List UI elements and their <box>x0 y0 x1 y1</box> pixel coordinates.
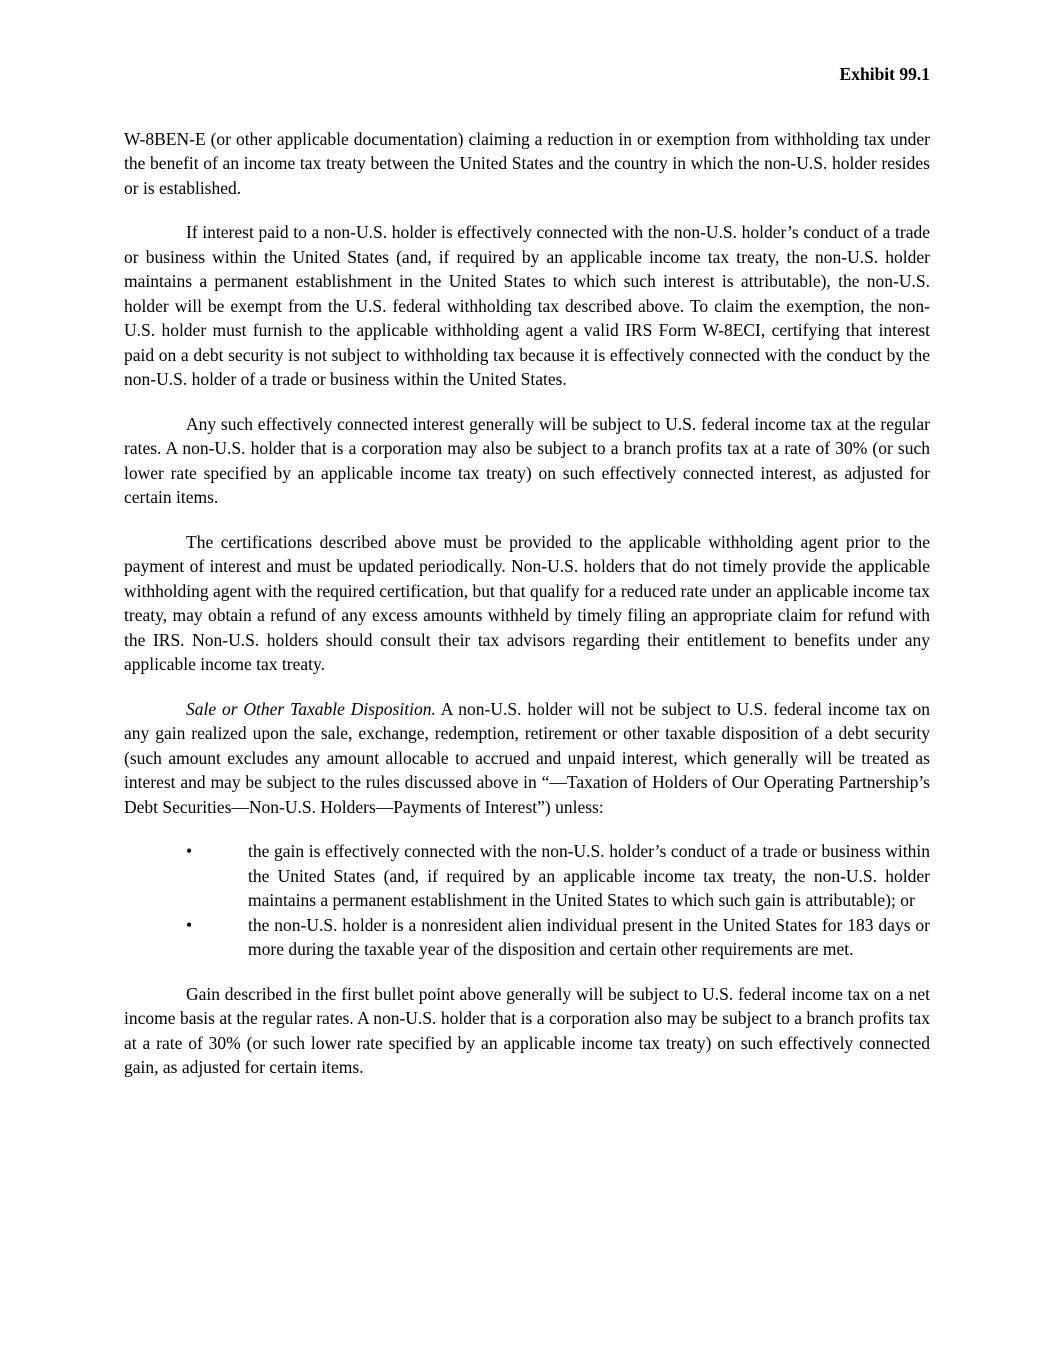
paragraph-sale-or-other-taxable-disposition <box>124 697 930 820</box>
paragraph-branch-profits-tax: Any such effectively connected interest generally will be subject to U.S. federal income tax at the regular rates. A non-U.S. holder that is a corporation may also be subject to a branch profits tax at a rate of 30% (or such lower rate specified by an applicable income tax treaty) on such effectively connected interest, as adjusted for certain items. <box>124 413 930 507</box>
bullet-list <box>124 839 930 962</box>
paragraph-gain-described: Gain described in the first bullet point above generally will be subject to U.S. federal income tax on a net income basis at the regular rates. A non-U.S. holder that is a corporation also may be subject to a branch profits tax at a rate of 30% (or such lower rate specified by an applicable income tax treaty) on such effectively connected gain, as adjusted for certain items. <box>124 983 930 1077</box>
paragraph-lead-italic: Sale or Other Taxable Disposition. <box>186 698 436 719</box>
paragraph-effectively-connected-interest: If interest paid to a non-U.S. holder is effectively connected with the non-U.S. holder’s conduct of a trade or business within the United States (and, if required by an applicable income tax treaty, the non-U.S. holder maintains a permanent establishment in the United States to which such interest is attributable), the non-U.S. holder will be exempt from the U.S. federal withholding tax described above. To claim the exemption, the non-U.S. holder must furnish to the applicable withholding agent a valid IRS Form W-8ECI, certifying that interest paid on a debt security is not subject to withholding tax because it is effectively connected with the conduct by the non-U.S. holder of a trade or business within the United States. <box>124 222 930 389</box>
bullet-item-text: the non-U.S. holder is a nonresident alien individual present in the United States for 183 days or more during the taxable year of the disposition and certain other requirements are met. <box>248 914 930 959</box>
paragraph-continuation: W-8BEN-E (or other applicable documentation) claiming a reduction in or exemption from withholding tax under the benefit of an income tax treaty between the United States and the country in which the non-U.S. holder resides or is established. <box>124 128 930 198</box>
paragraph-body-text: A non-U.S. holder will not be subject to U.S. federal income tax on any gain realized upon the sale, exchange, redemption, retirement or other taxable disposition of a debt security (such amount excludes any amount allocable to accrued and unpaid interest, which generally will be treated as interest and may be subject to the rules discussed above in “—Taxation of Holders of Our Operating Partnership’s Debt Securities—Non-U.S. Holders—Payments of Interest”) unless: <box>124 698 930 817</box>
bullet-item <box>124 913 930 962</box>
bullet-icon: • <box>186 914 193 935</box>
bullet-item-text: the gain is effectively connected with the non-U.S. holder’s conduct of a trade or business within the United States (and, if required by an applicable income tax treaty, the non-U.S. holder maintains a permanent establishment in the United States to which such gain is attributable); or <box>248 841 930 910</box>
bullet-item <box>124 839 930 913</box>
bullet-icon: • <box>186 841 193 861</box>
exhibit-label: Exhibit 99.1 <box>839 64 930 84</box>
paragraph-certifications: The certifications described above must be provided to the applicable withholding agent prior to the payment of interest and must be updated periodically. Non-U.S. holders that do not timely provide the applicable withholding agent with the required certification, but that qualify for a reduced rate under an applicable income tax treaty, may obtain a refund of any excess amounts withheld by timely filing an appropriate claim for refund with the IRS. Non-U.S. holders should consult their tax advisors regarding their entitlement to benefits under any applicable income tax treaty. <box>124 531 930 674</box>
